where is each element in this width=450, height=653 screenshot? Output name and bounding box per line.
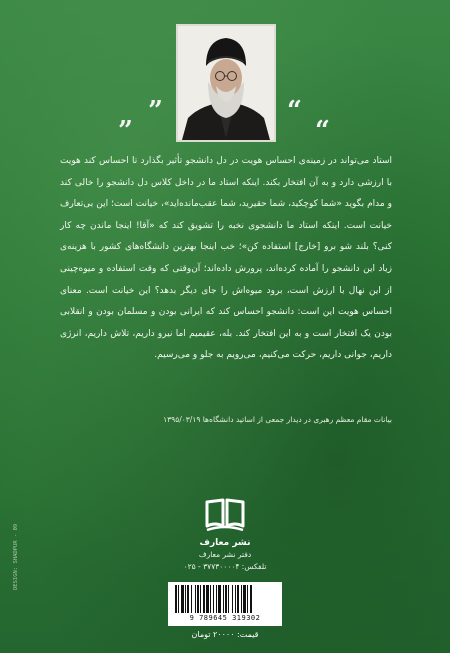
quote-mark: “ [315,116,330,146]
barcode-bar [175,585,177,613]
barcode-bar [250,585,252,613]
barcode-bar [218,585,221,613]
barcode-bar [210,585,211,613]
price-label: قیمت: ۲۰۰۰۰ تومان [191,630,259,639]
barcode-bar [243,585,246,613]
publisher-name: نشر معارف [199,538,251,548]
portrait-photo [176,24,276,142]
barcode-bar [213,585,214,613]
quote-body-text: استاد می‌تواند در زمینه‌ی احساس هویت در دل دانشجو تأثیر بگذارد تا احساس کند هویت با ارزشی دارد و به آن افتخار بکند. اینکه استاد ما در داخل کلاس دل دانشجو را خالی کند و مدام بگوید «شما کوچکید، شما حقیرید، شما عقب‌مانده‌اید»، خیانت است؛ این بی‌تعارف خیانت است. اینکه استاد ما دانشجوی نخبه را تشویق کند که «آقا! اینجا ماندن چه کار کنی؟ بلند شو برو [خارج] استفاده کن»؛ خب اینجا بهترین دانشگاه‌های کشور با هزینه‌ی زیاد این دانشجو را آماده کرده‌اند، پرورش داده‌اند؛ آن‌وقتی که وقت استفاده و میوه‌چینی از این نهال با ارزش است، برود میوه‌اش را جای دیگر بدهد؟ این خیانت است. معنای احساس هویت این است: دانشجو احساس کند که ایرانی بودن و مسلمان بودن و انقلابی بودن یک افتخار است و به این افتخار کند. بله، عقیمیم اما نیرو داریم، تلاش داریم، انرژی داریم، جوانی داریم، حرکت می‌کنیم، می‌رویم به جلو و می‌رسیم. [60,156,392,361]
barcode-number: 9 789645 319302 [189,614,261,622]
barcode-bar [181,585,184,613]
designer-credit: DESIGN: SHADPUR - 09 [13,523,19,590]
barcode-bar [235,585,236,613]
barcode-bar [191,585,192,613]
quote-source: بیانات مقام معظم رهبری در دیدار جمعی از اساتید دانشگاه‌ها ۱۳۹۵/۰۳/۱۹ [163,415,392,424]
barcode-bar [206,585,209,613]
barcode-bar [185,585,186,613]
barcode-bar [178,585,179,613]
publisher-office: دفتر نشر معارف [198,550,252,559]
barcode-bar [223,585,224,613]
quote-mark: ” [148,96,163,126]
barcode-bar [203,585,205,613]
barcode-bar [216,585,217,613]
isbn-barcode [168,582,282,626]
quote-mark: “ [287,96,302,126]
barcode-bar [228,585,229,613]
barcode-bar [237,585,239,613]
barcode-bar [247,585,248,613]
barcode-bar [200,585,201,613]
barcode-bar [197,585,199,613]
publisher-phone: تلفکس: ۳۷۷۳۰۰۰۰۴ - ۰۲۵ [183,562,267,571]
barcode-bar [225,585,227,613]
barcode-bar [195,585,196,613]
barcode-bar [241,585,242,613]
barcode-bars [174,585,276,613]
barcode-bar [232,585,233,613]
barcode-bar [187,585,189,613]
publisher-logo-icon [201,496,249,544]
quote-mark: ” [118,116,133,146]
